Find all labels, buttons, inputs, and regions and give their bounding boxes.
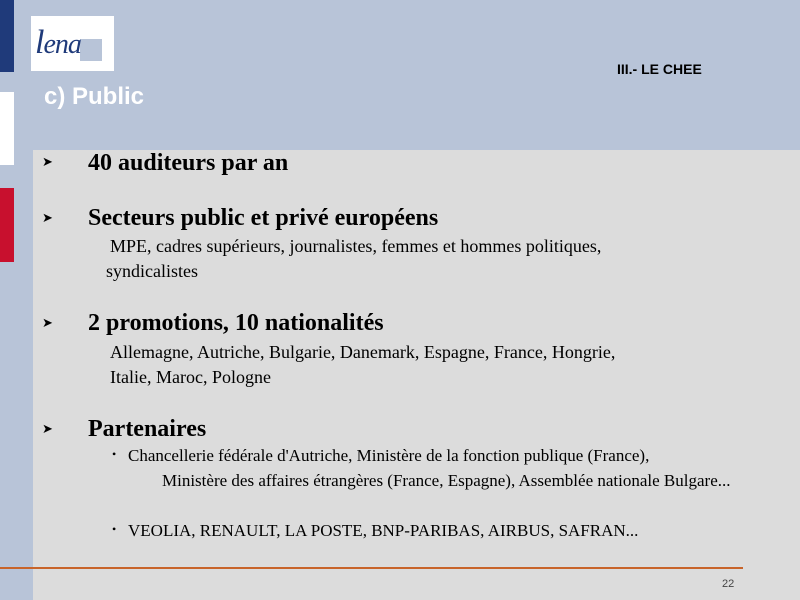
logo-text: ena [43,29,81,60]
item2-detail-line1: MPE, cadres supérieurs, journalistes, femmes et hommes politiques, [110,236,602,256]
item2-heading: Secteurs public et privé européens [88,205,439,231]
item4-heading: Partenaires [88,416,207,442]
arrow-bullet-icon: ➤ [42,210,53,225]
arrow-bullet-icon: ➤ [42,154,53,169]
flag-red-band [0,188,14,262]
page-number: 22 [722,578,735,590]
section-title: III.- LE CHEE [617,61,702,77]
flag-white-band [0,92,14,165]
item3-detail-line1: Allemagne, Autriche, Bulgarie, Danemark, Espagne, France, Hongrie, [110,342,616,362]
partners-line2: Ministère des affaires étrangères (France, Espagne), Assemblée nationale Bulgare... [162,471,731,490]
sub-bullet-icon: • [112,522,117,536]
partners-companies: VEOLIA, RENAULT, LA POSTE, BNP-PARIBAS, AIRBUS, SAFRAN... [128,521,639,540]
sub-bullet-icon: • [112,447,117,461]
flag-blue-band [0,0,14,72]
item1-heading: 40 auditeurs par an [88,150,289,176]
logo-wordmark [35,24,81,62]
item3-heading: 2 promotions, 10 nationalités [88,310,384,336]
arrow-bullet-icon: ➤ [42,421,53,436]
ena-logo [31,16,114,71]
logo-prefix: l [35,24,44,61]
slide-title: c) Public [44,83,145,110]
logo-square [80,39,102,61]
footer-divider [0,567,743,569]
item2-detail-line2: syndicalistes [106,261,198,281]
partners-line1: Chancellerie fédérale d'Autriche, Ministère de la fonction publique (France), [128,446,650,465]
item3-detail-line2: Italie, Maroc, Pologne [110,367,271,387]
arrow-bullet-icon: ➤ [42,315,53,330]
